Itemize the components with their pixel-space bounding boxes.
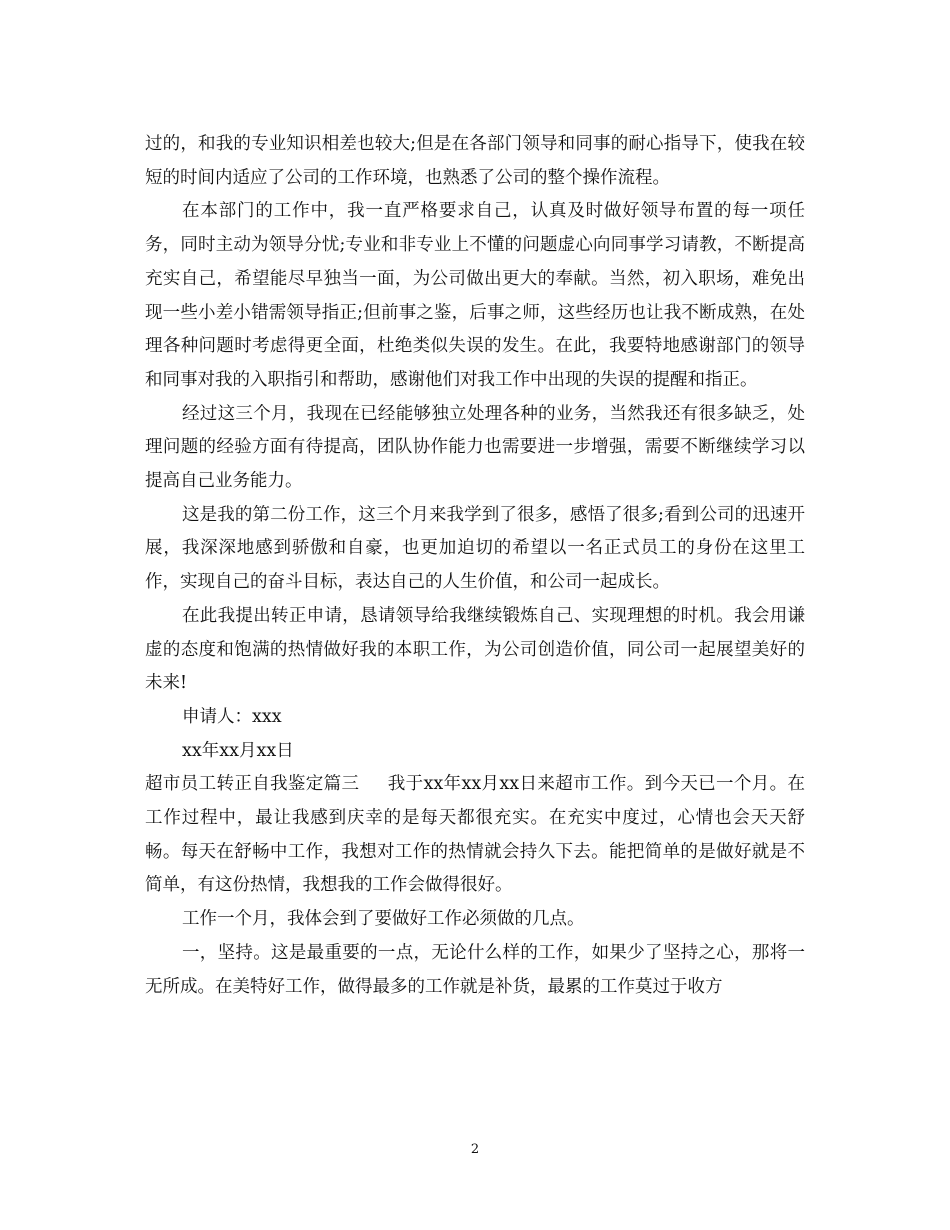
section-title: 超市员工转正自我鉴定篇三 [145, 774, 360, 795]
date-line: xx年xx月xx日 [182, 740, 294, 761]
page-number: 2 [470, 1142, 480, 1157]
paragraph-2: 在本部门的工作中，我一直严格要求自己，认真及时做好领导布置的每一项任务，同时主动为领导分忧;专业和非专业上不懂的问题虚心向同事学习请教，不断提高充实自己，希望能尽早独当一面，为公司做出更大的奉献。当然，初入职场，难免出现一些小差小错需领导指正;但前事之鉴，后事之师，这些经历也让我不断成熟，在处理各种问题时考虑得更全面，杜绝类似失误的发生。在此，我要特地感谢部门的领导和同事对我的入职指引和帮助，感谢他们对我工作中出现的失误的提醒和指正。 [145, 201, 805, 390]
paragraph-1: 过的，和我的专业知识相差也较大;但是在各部门领导和同事的耐心指导下，使我在较短的时间内适应了公司的工作环境，也熟悉了公司的整个操作流程。 [145, 134, 805, 188]
paragraph-4: 这是我的第二份工作，这三个月来我学到了很多，感悟了很多;看到公司的迅速开展，我深深地感到骄傲和自豪，也更加迫切的希望以一名正式员工的身份在这里工作，实现自己的奋斗目标，表达自己的人生价值，和公司一起成长。 [145, 504, 805, 593]
paragraph-3: 经过这三个月，我现在已经能够独立处理各种的业务，当然我还有很多缺乏，处理问题的经验方面有待提高，团队协作能力也需要进一步增强，需要不断继续学习以提高自己业务能力。 [145, 403, 805, 492]
paragraph-work-points: 工作一个月，我体会到了要做好工作必须做的几点。 [182, 909, 585, 930]
document-body [145, 128, 805, 1004]
applicant-line: 申请人：xxx [182, 706, 282, 727]
section-three-paragraph [145, 768, 805, 903]
paragraph-persistence: 一，坚持。这是最重要的一点，无论什么样的工作，如果少了坚持之心，那将一无所成。在美特好工作，做得最多的工作就是补货，最累的工作莫过于收方 [145, 942, 805, 997]
paragraph-5: 在此我提出转正申请，恳请领导给我继续锻炼自己、实现理想的时机。我会用谦虚的态度和饱满的热情做好我的本职工作，为公司创造价值，同公司一起展望美好的未来! [145, 605, 805, 694]
section-first-paragraph: 我于xx年xx月xx日来超市工作。到今天已一个月。在工作过程中，最让我感到庆幸的是每天都很充实。在充实中度过，心情也会天天舒畅。每天在舒畅中工作，我想对工作的热情就会持久下去。能把简单的是做好就是不简单，有这份热情，我想我的工作会做得很好。 [145, 774, 806, 896]
